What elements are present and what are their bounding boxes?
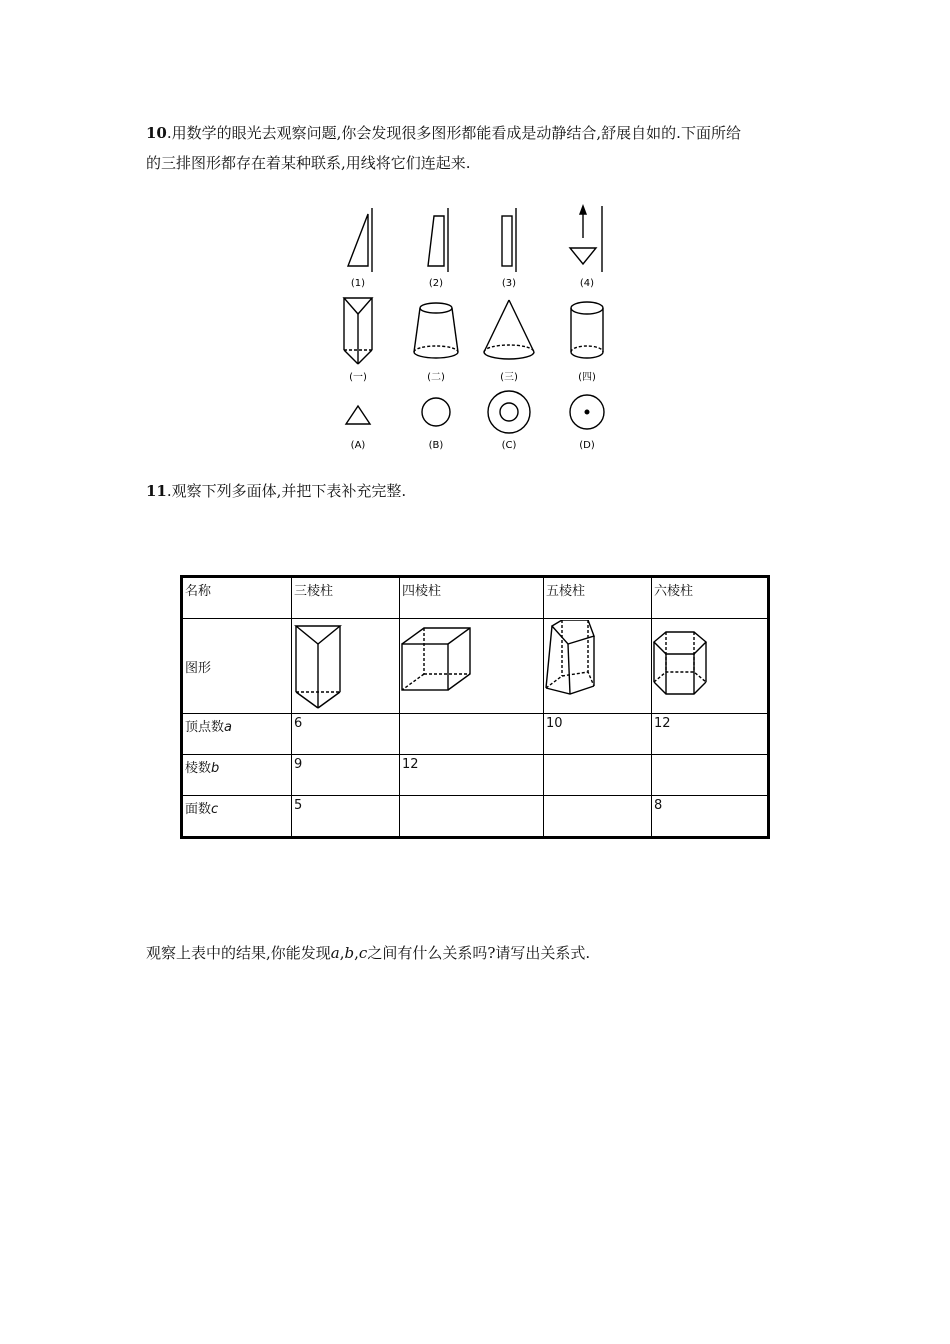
edges-triangular[interactable]: 9	[292, 755, 400, 796]
header-name: 名称	[182, 577, 292, 619]
label-d: (D)	[579, 440, 595, 451]
question-11-number: 11	[146, 482, 167, 500]
view-triangle-a	[346, 406, 370, 424]
header-hexagonal-prism: 六棱柱	[652, 577, 769, 619]
table-header-row	[182, 577, 769, 619]
plane-rectangle-3	[502, 208, 516, 272]
solid-triangular-prism	[344, 298, 372, 364]
edges-pentagonal[interactable]	[544, 755, 652, 796]
shape-hexagonal-prism	[652, 619, 769, 714]
question-10-line1: .用数学的眼光去观察问题,你会发现很多图形都能看成是动静结合,舒展自如的.下面所给	[166, 124, 741, 142]
question-10-line2: 的三排图形都存在着某种联系,用线将它们连起来.	[146, 154, 471, 172]
header-quadrangular-prism: 四棱柱	[400, 577, 544, 619]
vertices-hexagonal[interactable]: 12	[652, 714, 769, 755]
question-10	[146, 118, 806, 178]
row-label-faces: 面数c	[182, 796, 292, 838]
table-shape-row	[182, 619, 769, 714]
faces-pentagonal[interactable]	[544, 796, 652, 838]
view-circle-b	[422, 398, 450, 426]
follow-up-question: 观察上表中的结果,你能发现a,b,c之间有什么关系吗?请写出关系式.	[146, 944, 591, 962]
vertices-triangular[interactable]: 6	[292, 714, 400, 755]
shape-quadrangular-prism	[400, 619, 544, 714]
solid-cylinder	[571, 302, 603, 358]
label-b: (B)	[428, 440, 444, 451]
table-row	[182, 755, 769, 796]
vertices-pentagonal[interactable]: 10	[544, 714, 652, 755]
label-1: (1)	[350, 278, 366, 289]
plane-triangle-arrow-4	[570, 206, 602, 272]
label-er: (二)	[427, 372, 445, 383]
header-triangular-prism: 三棱柱	[292, 577, 400, 619]
solid-frustum	[414, 303, 458, 358]
label-2: (2)	[428, 278, 444, 289]
row-label-edges: 棱数b	[182, 755, 292, 796]
question-10-number: 10	[146, 124, 167, 142]
faces-hexagonal[interactable]: 8	[652, 796, 769, 838]
label-4: (4)	[579, 278, 595, 289]
plane-right-triangle-1	[348, 208, 372, 272]
view-circle-dot-d	[570, 395, 604, 429]
label-si: (四)	[578, 372, 596, 383]
table-row	[182, 714, 769, 755]
table-row	[182, 796, 769, 838]
label-yi: (一)	[349, 372, 367, 383]
label-san: (三)	[500, 372, 518, 383]
question-11	[146, 476, 406, 506]
view-concentric-circles-c	[488, 391, 530, 433]
label-3: (3)	[501, 278, 517, 289]
header-pentagonal-prism: 五棱柱	[544, 577, 652, 619]
question-11-text: .观察下列多面体,并把下表补充完整.	[166, 482, 407, 500]
plane-trapezoid-2	[428, 208, 448, 272]
faces-quadrangular[interactable]	[400, 796, 544, 838]
polyhedra-table	[180, 575, 770, 839]
label-a: (A)	[350, 440, 366, 451]
edges-quadrangular[interactable]: 12	[400, 755, 544, 796]
faces-triangular[interactable]: 5	[292, 796, 400, 838]
row-label-vertices: 顶点数a	[182, 714, 292, 755]
figure-10-shapes	[330, 200, 620, 458]
label-c: (C)	[501, 440, 517, 451]
solid-cone	[484, 300, 534, 359]
vertices-quadrangular[interactable]	[400, 714, 544, 755]
row-label-shape: 图形	[182, 619, 292, 714]
shape-pentagonal-prism	[544, 619, 652, 714]
edges-hexagonal[interactable]	[652, 755, 769, 796]
shape-triangular-prism	[292, 619, 400, 714]
